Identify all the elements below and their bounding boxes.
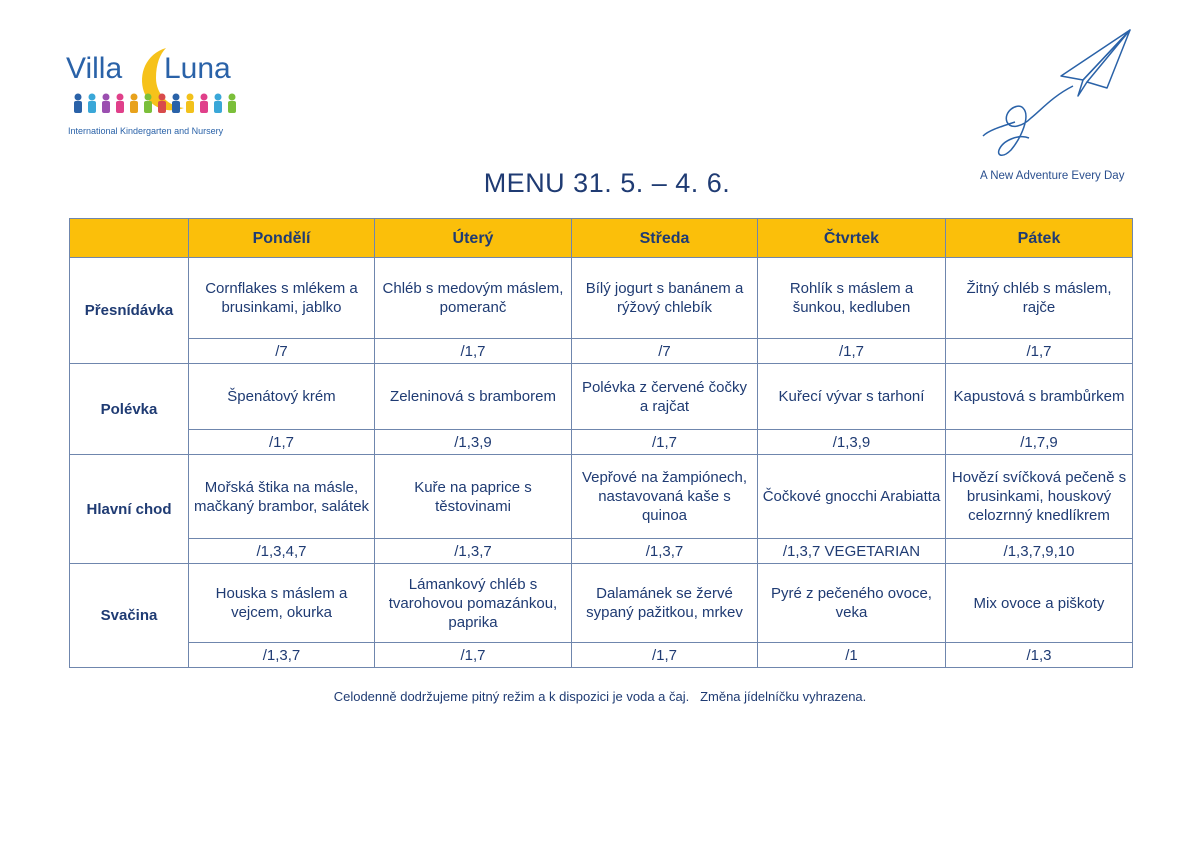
dish-cell: Houska s máslem a vejcem, okurka xyxy=(189,564,375,643)
dish-cell: Dalamánek se žervé sypaný pažitkou, mrkev xyxy=(572,564,758,643)
allergen-cell: /1,7 xyxy=(758,339,946,364)
corner-cell xyxy=(70,219,189,258)
dish-cell: Rohlík s máslem a šunkou, kedluben xyxy=(758,258,946,339)
day-header: Středa xyxy=(572,219,758,258)
allergen-cell: /1,7,9 xyxy=(946,430,1133,455)
allergen-cell: /1,3,7 xyxy=(572,539,758,564)
footer-note: Celodenně dodržujeme pitný režim a k dispozici je voda a čaj. Změna jídelníčku vyhrazena. xyxy=(333,689,867,704)
meal-row-allergens xyxy=(70,539,1133,564)
logo-tagline: International Kindergarten and Nursery xyxy=(68,126,224,136)
allergen-cell: /7 xyxy=(572,339,758,364)
dish-cell: Zeleninová s bramborem xyxy=(375,364,572,430)
dish-cell: Polévka z červené čočky a rajčat xyxy=(572,364,758,430)
dish-cell: Lámankový chléb s tvarohovou pomazánkou, paprika xyxy=(375,564,572,643)
day-header-row xyxy=(70,219,1133,258)
dish-cell: Žitný chléb s máslem, rajče xyxy=(946,258,1133,339)
page-title: MENU 31. 5. – 4. 6. xyxy=(483,168,731,198)
meal-name: Polévka xyxy=(70,364,189,455)
allergen-cell: /1,7 xyxy=(189,430,375,455)
meal-name: Hlavní chod xyxy=(70,455,189,564)
dish-cell: Mořská štika na másle, mačkaný brambor, salátek xyxy=(189,455,375,539)
logo-word-villa: Villa xyxy=(66,52,123,85)
meal-name: Svačina xyxy=(70,564,189,668)
dish-cell: Kuřecí vývar s tarhoní xyxy=(758,364,946,430)
dish-cell: Čočkové gnocchi Arabiatta xyxy=(758,455,946,539)
logo-word-luna: Luna xyxy=(164,52,231,85)
dish-cell: Vepřové na žampiónech, nastavovaná kaše s quinoa xyxy=(572,455,758,539)
allergen-cell: /1,3,4,7 xyxy=(189,539,375,564)
meal-row-allergens xyxy=(70,643,1133,668)
day-header: Pátek xyxy=(946,219,1133,258)
dish-cell: Hovězí svíčková pečeně s brusinkami, houskový celozrnný knedlíkrem xyxy=(946,455,1133,539)
menu-table xyxy=(69,218,1133,668)
allergen-cell: /1,3,7 xyxy=(189,643,375,668)
day-header: Úterý xyxy=(375,219,572,258)
children-row-icon xyxy=(70,92,240,114)
day-header: Čtvrtek xyxy=(758,219,946,258)
allergen-cell: /1,7 xyxy=(572,430,758,455)
dish-cell: Cornflakes s mlékem a brusinkami, jablko xyxy=(189,258,375,339)
brand-tagline: A New Adventure Every Day xyxy=(980,170,1125,182)
dish-cell: Chléb s medovým máslem, pomeranč xyxy=(375,258,572,339)
dish-cell: Mix ovoce a piškoty xyxy=(946,564,1133,643)
meal-row-allergens xyxy=(70,339,1133,364)
allergen-cell: /1,7 xyxy=(375,643,572,668)
allergen-cell: /1,3,7 VEGETARIAN xyxy=(758,539,946,564)
villa-luna-logo xyxy=(66,44,256,144)
allergen-cell: /1,3,9 xyxy=(375,430,572,455)
allergen-cell: /1,3,7,9,10 xyxy=(946,539,1133,564)
meal-row-dishes xyxy=(70,455,1133,539)
allergen-cell: /1,3,7 xyxy=(375,539,572,564)
meal-name: Přesnídávka xyxy=(70,258,189,364)
dish-cell: Špenátový krém xyxy=(189,364,375,430)
dish-cell: Pyré z pečeného ovoce, veka xyxy=(758,564,946,643)
dish-cell: Kapustová s brambůrkem xyxy=(946,364,1133,430)
allergen-cell: /1,3,9 xyxy=(758,430,946,455)
day-header: Pondělí xyxy=(189,219,375,258)
dish-cell: Kuře na paprice s těstovinami xyxy=(375,455,572,539)
allergen-cell: /1 xyxy=(758,643,946,668)
allergen-cell: /1,7 xyxy=(946,339,1133,364)
meal-row-dishes xyxy=(70,258,1133,339)
dish-cell: Bílý jogurt s banánem a rýžový chlebík xyxy=(572,258,758,339)
allergen-cell: /1,7 xyxy=(375,339,572,364)
paper-plane-icon xyxy=(975,26,1145,166)
meal-row-dishes xyxy=(70,364,1133,430)
allergen-cell: /1,3 xyxy=(946,643,1133,668)
allergen-cell: /1,7 xyxy=(572,643,758,668)
meal-row-allergens xyxy=(70,430,1133,455)
allergen-cell: /7 xyxy=(189,339,375,364)
meal-row-dishes xyxy=(70,564,1133,643)
